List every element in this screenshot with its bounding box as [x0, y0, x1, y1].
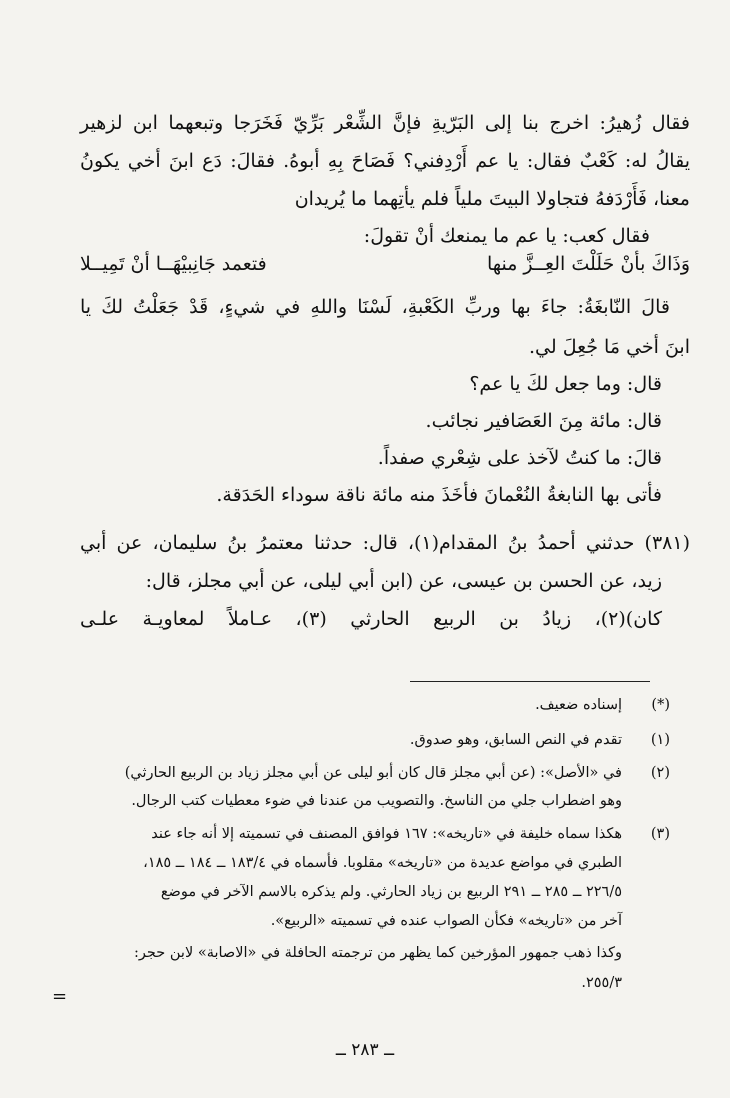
footnote-text: ٢٥٥/٣.	[581, 975, 622, 991]
hadith-line-3: كان)(٢)، زيادُ بن الربيع الحارثي (٣)، عـاملاً لمعاويـة علـى	[80, 608, 662, 630]
body2-line-3: قال: وما جعل لكَ يا عم؟	[469, 373, 662, 395]
body-line-2: يقالُ له: كَعْبٌ فقال: يا عم أَرْدِفني؟ فَصَاحَ بِهِ أبوهُ. فقالَ: دَع ابنَ أخي يكونُ	[80, 150, 690, 172]
footnote-text: آخر من «تاريخه» فكأن الصواب عنده في تسميته «الربيع».	[270, 913, 622, 929]
footnote-marker: (*)	[651, 697, 670, 713]
poem-hemistich-right: وَذَاكَ بأنْ حَلَلْتَ العِــزَّ منها	[486, 253, 690, 275]
footnote-text: ٢٢٦/٥ ــ ٢٨٥ ــ ٢٩١ الربيع بن زياد الحارثي. ولم يذكره بالاسم الآخر في موضع	[160, 884, 622, 900]
body2-line-5: قالَ: ما كنتُ لآخذ على شِعْري صفداً.	[377, 447, 662, 469]
body2-line-4: قال: مائة مِنَ العَصَافير نجائب.	[425, 410, 662, 432]
body2-line-1: قالَ النّابغَةُ: جاءَ بها وربِّ الكَعْبةِ، لَسْنَا واللهِ في شيءٍ، قَدْ جَعَلْتُ لكَ يا	[80, 296, 670, 318]
page-number: ــ ٢٨٣ ــ	[335, 1040, 395, 1060]
poem-hemistich-left: فتعمد جَانِبيْهَــا أنْ تَمِيــلا	[80, 253, 267, 275]
body2-line-6: فأتى بها النابغةُ النُعْمانَ فأخَذَ منه مائة ناقة سوداء الحَدَقة.	[216, 484, 662, 506]
body-line-1: فقال زُهيرُ: اخرج بنا إلى البَرّيةِ فإنَّ الشِّعْر بَرِّيّ فَخَرَجا وتبعهما ابن لزهير	[80, 112, 690, 134]
body-line-4: فقال كعب: يا عم ما يمنعك أنْ تقولَ:	[363, 225, 650, 247]
footnote-marker: (١)	[650, 732, 670, 748]
footnote-text: في «الأصل»: (عن أبي مجلز قال كان أبو ليلى عن أبي مجلز زياد بن الربيع الحارثي)	[124, 765, 622, 781]
margin-mark: =	[52, 986, 68, 1007]
footnote-text: تقدم في النص السابق، وهو صدوق.	[409, 732, 622, 748]
body2-line-2: ابنَ أخي مَا جُعِلَ لي.	[529, 336, 690, 358]
footnote-text: الطبري في مواضع عديدة من «تاريخه» مقلوبا. فأسماه في ١٨٣/٤ ــ ١٨٤ ــ ١٨٥،	[143, 855, 622, 871]
footnote-marker: (٣)	[650, 826, 670, 842]
footnote-text: إسناده ضعيف.	[535, 697, 622, 713]
footnote-marker: (٢)	[650, 765, 670, 781]
footnote-text: هكذا سماه خليفة في «تاريخه»: ١٦٧ فوافق المصنف في تسميته إلا أنه جاء عند	[151, 826, 622, 842]
hadith-line-2: زيد، عن الحسن بن عيسى، عن (ابن أبي ليلى، عن أبي مجلز، قال:	[145, 570, 662, 592]
body-line-3: معنا، فَأَرْدَفهُ فتجاولا البيتَ ملياً فلم يأتِهما ما يُريدان	[294, 188, 690, 210]
footnote-text: وكذا ذهب جمهور المؤرخين كما يظهر من ترجمته الحافلة في «الاصابة» لابن حجر:	[134, 945, 622, 961]
footnote-divider	[410, 681, 650, 682]
hadith-line-1: (٣٨١) حدثني أحمدُ بنُ المقدام(١)، قال: حدثنا معتمرُ بنُ سليمان، عن أبي	[80, 532, 690, 554]
footnote-text: وهو اضطراب جلي من الناسخ. والتصويب من عندنا في ضوء معطيات كتب الرجال.	[131, 793, 622, 809]
